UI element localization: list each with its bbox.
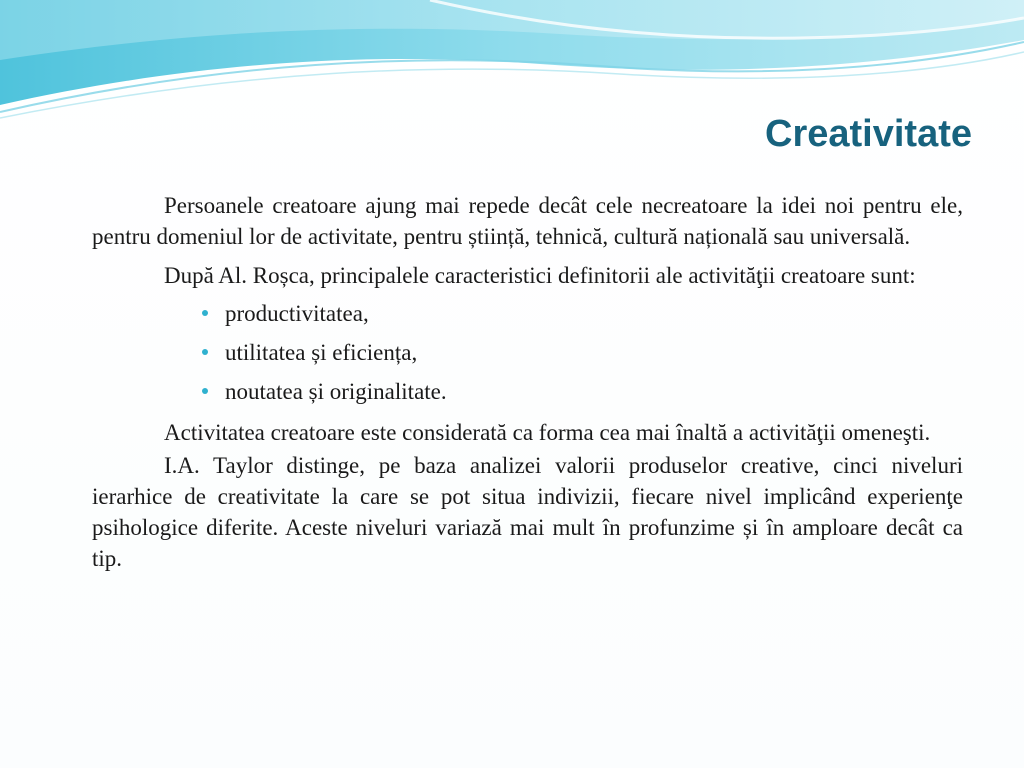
bullet-icon [202, 310, 208, 316]
list-item [202, 376, 963, 407]
characteristics-list [92, 298, 963, 407]
list-item [202, 298, 963, 329]
bullet-icon [202, 388, 208, 394]
list-item-text: productivitatea, [225, 301, 369, 326]
paragraph-characteristics: După Al. Roșca, principalele caracteristici definitorii ale activităţii creatoare sunt: [164, 263, 916, 288]
slide-content [92, 190, 963, 574]
paragraph-intro: Persoanele creatoare ajung mai repede decât cele necreatoare la idei noi pentru ele, pentru domeniul lor de activitate, pentru știință, tehnică, cultură națională sau universală. [92, 193, 963, 249]
paragraph-taylor-levels: I.A. Taylor distinge, pe baza analizei valorii produselor creative, cinci niveluri ierarhice de creativitate la care se pot situa indivizii, fiecare nivel implicând experienţe psihologice diferite. Aceste niveluri variază mai mult în profunzime și în amploare decât ca tip. [92, 453, 963, 571]
list-item-text: noutatea și originalitate. [225, 379, 447, 404]
list-item-text: utilitatea și eficiența, [225, 340, 418, 365]
list-item [202, 337, 963, 368]
paragraph-highest-form: Activitatea creatoare este considerată ca forma cea mai înaltă a activităţii omeneşti. [164, 420, 931, 445]
slide-title: Creativitate [765, 113, 972, 155]
bullet-icon [202, 349, 208, 355]
